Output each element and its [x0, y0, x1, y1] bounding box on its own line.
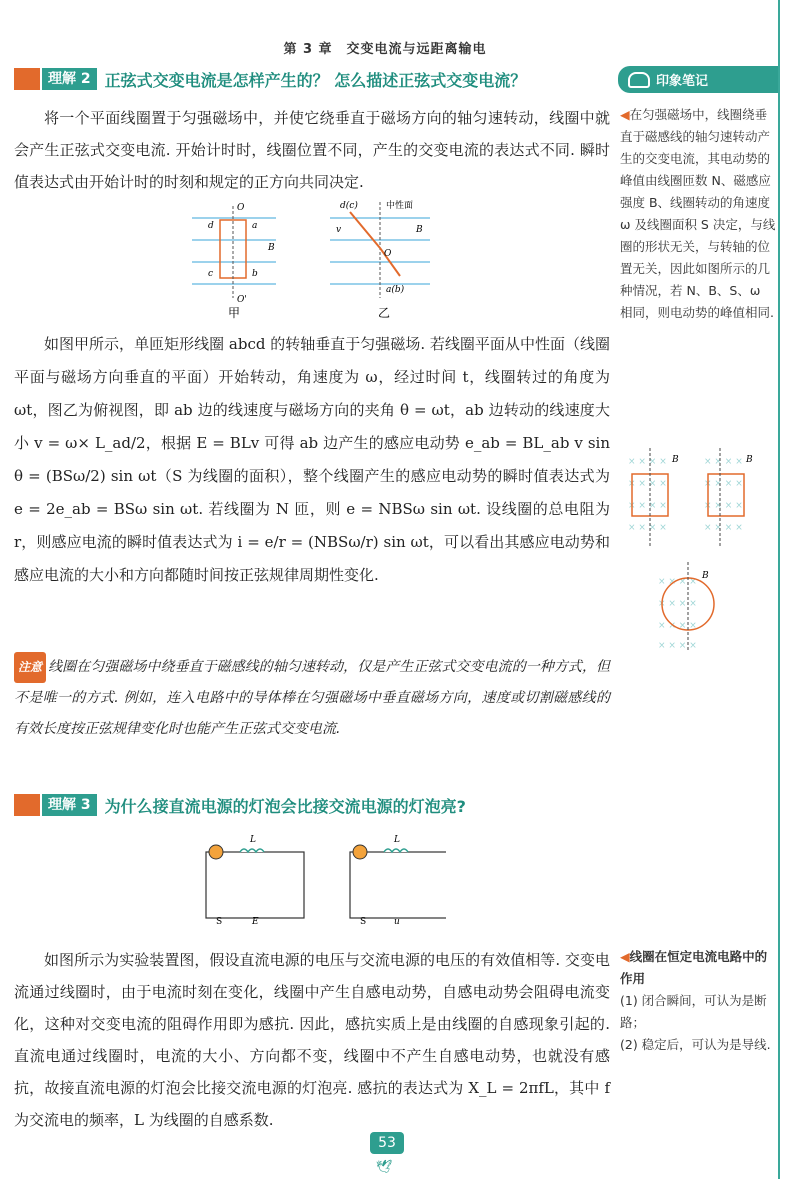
sidebar-header [618, 66, 778, 93]
svg-text:× × × ×: × × × × [704, 479, 743, 489]
section2-tag: 理解 2 [42, 68, 97, 90]
sidebar-note1-text: 在匀强磁场中，线圈绕垂直于磁感线的轴匀速转动产生的交变电流，其电动势的峰值由线圈匝数 N、磁感应强度 B、线圈转动的角速度 ω 及线圈面积 S 决定，与线圈的形状无关，与转轴的位置无关，因此如图所示的几种情况，若 N、B、S、ω 相同，则电动势的峰值相同. [620, 107, 776, 320]
figure-jia-label: 甲 [228, 306, 241, 320]
sidebar-note2-item1: (1) 闭合瞬间，可认为是断路； [620, 993, 767, 1030]
svg-text:u: u [394, 917, 400, 924]
sidebar-note2-item2: (2) 稳定后，可认为是导线. [620, 1037, 771, 1052]
sidebar-note2 [620, 946, 776, 1056]
svg-text:S: S [360, 917, 367, 924]
svg-text:S: S [216, 917, 223, 924]
sidebar-note2-title: 线圈在恒定电流电路中的作用 [620, 949, 768, 986]
warning-label: 注意 [14, 652, 46, 683]
svg-text:× × × ×: × × × × [628, 457, 667, 467]
chapter-header: 第 3 章 交变电流与远距离输电 [283, 42, 487, 57]
triangle-marker-icon: ◀ [620, 949, 630, 964]
section2-para1: 将一个平面线圈置于匀强磁场中，并使它绕垂直于磁场方向的轴匀速转动，线圈中就会产生正弦式交变电流. 开始计时时，线圈位置不同，产生的交变电流的表达式不同. 瞬时值表达式由开始计时的时刻和规定的正方向共同决定. [14, 109, 610, 191]
svg-text:B: B [416, 225, 423, 235]
svg-text:b: b [252, 269, 258, 279]
svg-text:× × × ×: × × × × [704, 457, 743, 467]
svg-text:O': O' [237, 295, 247, 305]
warning-text: 线圈在匀强磁场中绕垂直于磁感线的轴匀速转动，仅是产生正弦式交变电流的一种方式，但不是唯一的方式. 例如，连入电路中的导体棒在匀强磁场中垂直磁场方向，速度或切割磁感线的有效长度按正弦规律变化时也能产生正弦式交变电流. [14, 659, 610, 737]
section2-title: 正弦式交变电流是怎样产生的？ 怎么描述正弦式交变电流？ [104, 70, 527, 90]
section3-title: 为什么接直流电源的灯泡会比接交流电源的灯泡亮? [104, 796, 466, 816]
figure-yi [330, 202, 430, 298]
page-edge-rule [778, 0, 780, 1179]
section2-header [14, 66, 614, 92]
section3-header [14, 792, 614, 818]
triangle-marker-icon: ◀ [620, 107, 630, 122]
svg-text:× × × ×: × × × × [658, 577, 697, 587]
figure-yi-label: 乙 [378, 306, 391, 320]
svg-text:× × × ×: × × × × [628, 523, 667, 533]
svg-text:O: O [237, 203, 245, 213]
sidebar-coil-diagrams [622, 444, 778, 650]
circuit-diagrams [196, 832, 446, 924]
svg-text:× × × ×: × × × × [628, 501, 667, 511]
svg-text:× × × ×: × × × × [704, 523, 743, 533]
svg-text:a: a [252, 221, 258, 231]
svg-text:B: B [746, 455, 753, 465]
elephant-icon [628, 72, 650, 88]
svg-text:d(c): d(c) [340, 201, 358, 211]
svg-text:× × × ×: × × × × [628, 479, 667, 489]
svg-text:× × × ×: × × × × [658, 641, 697, 650]
sidebar-note1 [620, 104, 776, 324]
section3-tag: 理解 3 [42, 794, 97, 816]
section-marker-icon [14, 794, 40, 816]
svg-text:O: O [384, 249, 392, 259]
svg-text:× × × ×: × × × × [704, 501, 743, 511]
figure-jia [192, 206, 276, 298]
svg-text:L: L [394, 835, 400, 845]
svg-text:B: B [268, 243, 275, 253]
page-number: 53 [370, 1132, 404, 1154]
svg-text:v: v [336, 225, 342, 235]
warning-note [14, 652, 610, 745]
section-marker-icon [14, 68, 40, 90]
svg-text:B: B [702, 571, 709, 581]
svg-text:c: c [208, 269, 214, 279]
svg-text:中性面: 中性面 [386, 201, 414, 211]
svg-text:× × × ×: × × × × [658, 621, 697, 631]
bird-icon: 🕊 [376, 1160, 393, 1175]
svg-text:B: B [672, 455, 679, 465]
coil-figures [190, 198, 440, 320]
section2-para2: 如图甲所示，单匝矩形线圈 abcd 的转轴垂直于匀强磁场. 若线圈平面从中性面（线圈平面与磁场方向垂直的平面）开始转动，角速度为 ω，经过时间 t，线圈转过的角度为 ωt，图乙为俯视图，即 ab 边的线速度与磁场方向的夹角 θ = ωt，ab 边转动的线速度大小 v = ω× L_ad/2，根据 E = BLv 可得 ab 边产生的感应电动势 e_ab = BL_ab v sin θ = (BSω/2) sin ωt（S 为线圈的面积），整个线圈产生的感应电动势的瞬时值表达式为 e = 2e_ab = BSω sin ωt. 若线圈为 N 匝，则 e = NBSω sin ωt. 设线圈的总电阻为 r，则感应电流的瞬时值表达式为 i = e/r = (NBSω/r) sin ωt，可以看出其感应电动势和感应电流的大小和方向都随时间按正弦规律周期性变化. [14, 335, 610, 584]
svg-text:d: d [208, 221, 214, 231]
sidebar-header-label: 印象笔记 [656, 74, 709, 89]
svg-text:a(b): a(b) [386, 285, 405, 295]
section3-para: 如图所示为实验装置图，假设直流电源的电压与交流电源的电压的有效值相等. 交变电流通过线圈时，由于电流时刻在变化，线圈中产生自感电动势，自感电动势会阻碍电流变化，这种对交变电流的阻碍作用即为感抗. 因此，感抗实质上是由线圈的自感现象引起的. 直流电通过线圈时，电流的大小、方向都不变，线圈中不产生自感电动势，也就没有感抗，故接直流电源的灯泡会比接交流电源的灯泡亮. 感抗的表达式为 X_L = 2πfL，其中 f 为交流电的频率，L 为线圈的自感系数. [14, 951, 610, 1129]
svg-text:E: E [252, 917, 259, 924]
svg-text:L: L [250, 835, 256, 845]
svg-text:× × × ×: × × × × [658, 599, 697, 609]
